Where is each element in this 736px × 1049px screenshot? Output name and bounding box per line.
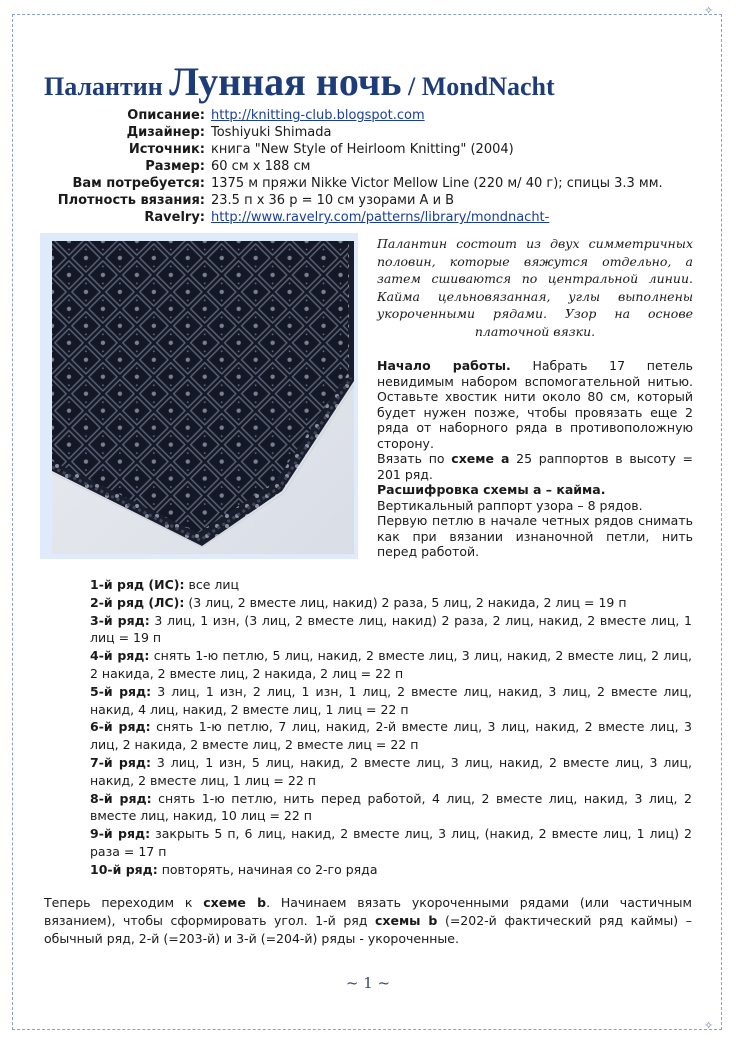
info-row-materials xyxy=(40,176,663,193)
info-value: 23.5 п х 36 р = 10 см узорами А и В xyxy=(211,193,455,208)
outro-paragraph xyxy=(44,894,692,947)
knit-post: 25 раппортов в высоту = 201 ряд. xyxy=(377,451,693,482)
info-key: Источник: xyxy=(128,142,205,157)
row-text: закрыть 5 п, 6 лиц, накид, 2 вместе лиц, 3 лиц, (накид, 2 вместе лиц, 1 лиц) 2 раза = 17 п xyxy=(90,826,692,859)
row-text: снять 1-ю петлю, нить перед работой, 4 лиц, 2 вместе лиц, накид, 3 лиц, 2 вместе лиц, накид, 10 лиц = 22 п xyxy=(90,790,692,824)
row-label: 4-й ряд: xyxy=(90,648,150,664)
start-text: Набрать 17 петель невидимым набором вспомогательной нитью. Оставьте хвостик нити около 80 см, который будет нужен позже, чтобы провязать еще 2 ряда от наборного ряда в противоположную сторону. xyxy=(377,358,693,451)
row-item xyxy=(90,790,692,826)
row-text: все лиц xyxy=(184,577,239,592)
row-item xyxy=(90,825,692,861)
info-value: книга "New Style of Heirloom Knitting" (2004) xyxy=(211,142,514,157)
info-key: Ravelry: xyxy=(144,210,205,225)
info-value: 1375 м пряжи Nikke Victor Mellow Line (220 м/ 40 г); спицы 3.3 мм. xyxy=(211,176,663,191)
info-row-gauge xyxy=(40,193,663,210)
page-number: ~ 1 ~ xyxy=(345,974,391,992)
info-row-designer xyxy=(40,125,663,142)
row-item xyxy=(90,683,692,719)
row-text: 3 лиц, 1 изн, 5 лиц, накид, 2 вместе лиц, 3 лиц, накид, 2 вместе лиц, 3 лиц, накид, 2 вместе лиц, 1 лиц = 22 п xyxy=(90,754,692,788)
row-item xyxy=(90,576,692,594)
row-label: 6-й ряд: xyxy=(90,719,151,735)
row-text: снять 1-ю петлю, 7 лиц, накид, 2-й вместе лиц, 3 лиц, накид, 2 вместе лиц, 3 лиц, 2 накида, 2 вместе лиц, 2 вместе лиц = 22 п xyxy=(90,719,692,753)
info-key: Дизайнер: xyxy=(126,125,205,140)
row-item xyxy=(90,647,692,683)
row-label: 7-й ряд: xyxy=(90,754,151,770)
start-label: Начало работы. xyxy=(377,358,511,373)
row-label: 8-й ряд: xyxy=(90,790,152,806)
row-text: 3 лиц, 1 изн, 2 лиц, 1 изн, 1 лиц, 2 вместе лиц, накид, 3 лиц, 2 вместе лиц, накид, 4 лиц, накид, 2 вместе лиц, 1 лиц = 22 п xyxy=(90,683,692,717)
knit-pre: Вязать по xyxy=(377,451,452,466)
info-row-ravelry xyxy=(40,210,663,227)
page-title xyxy=(44,58,555,105)
info-row-source xyxy=(40,142,663,159)
decode-heading xyxy=(377,482,693,498)
info-key: Описание: xyxy=(127,108,205,123)
start-section xyxy=(377,358,693,560)
info-key: Плотность вязания: xyxy=(57,193,205,208)
row-text: 3 лиц, 1 изн, (3 лиц, 2 вместе лиц, накид) 2 раза, 2 лиц, накид, 2 вместе лиц, 1 лиц = 19 п xyxy=(90,612,692,646)
intro-text: Палантин состоит из двух симметричных половин, которые вяжутся отдельно, а затем сшиваются по центральной линии. Кайма цельновязанная, углы выполнены укороченными рядами. Узор на основе платочной вязки. xyxy=(377,236,693,339)
scheme-a-ref: схеме а xyxy=(451,451,510,466)
repeat-text: Вертикальный раппорт узора – 8 рядов. xyxy=(377,497,643,513)
first-loop-text: Первую петлю в начале четных рядов снимать как при вязании изнаночной петли, нить перед работой. xyxy=(377,513,693,559)
corner-mark-icon: ✧ xyxy=(704,1019,714,1032)
outro-text: (=202-й фактический ряд каймы) – обычный ряд, 2-й (=203-й) и 3-й (=204-й) ряды - укороченные. xyxy=(44,912,692,946)
info-key: Размер: xyxy=(145,159,205,174)
outro-text: Теперь переходим к xyxy=(44,895,204,910)
row-text: повторять, начиная со 2-го ряда xyxy=(157,861,378,877)
decode-label: Расшифровка схемы а – кайма. xyxy=(377,482,606,497)
scheme-b-ref: схемы b xyxy=(375,912,438,928)
row-instructions xyxy=(90,576,692,879)
row-item xyxy=(90,612,692,648)
row-text: (3 лиц, 2 вместе лиц, накид) 2 раза, 5 лиц, 2 накида, 2 лиц = 19 п xyxy=(184,594,627,610)
blog-link[interactable]: http://knitting-club.blogspot.com xyxy=(211,108,425,123)
row-text: снять 1-ю петлю, 5 лиц, накид, 2 вместе лиц, 3 лиц, накид, 2 вместе лиц, 2 лиц, 2 накида, 2 вместе лиц, 2 накида, 2 лиц = 22 п xyxy=(90,648,692,681)
row-item xyxy=(90,754,692,790)
row-label: 3-й ряд: xyxy=(90,612,150,628)
info-value: Toshiyuki Shimada xyxy=(211,125,332,140)
ravelry-link[interactable]: http://www.ravelry.com/patterns/library/mondnacht- xyxy=(211,210,550,225)
row-item xyxy=(90,718,692,754)
row-label: 5-й ряд: xyxy=(90,683,152,699)
photo-frame xyxy=(40,233,358,559)
row-label: 10-й ряд: xyxy=(90,861,158,877)
row-label: 2-й ряд (ЛС): xyxy=(90,594,185,610)
row-label: 9-й ряд: xyxy=(90,826,151,842)
info-value: 60 см х 188 см xyxy=(211,159,311,174)
start-paragraph xyxy=(377,358,693,451)
outro-text: . Начинаем вязать укороченными рядами (или частичным вязанием), чтобы сформировать угол. 1-й ряд xyxy=(44,895,692,928)
row-label: 1-й ряд (ИС): xyxy=(90,577,185,592)
shawl-photo xyxy=(52,241,354,554)
row-item xyxy=(90,861,692,879)
pattern-info-table xyxy=(40,108,663,227)
knit-scheme-paragraph xyxy=(377,451,693,482)
scheme-b-ref: схеме b xyxy=(203,895,267,910)
corner-mark-icon: ✧ xyxy=(704,4,714,17)
title-suffix: / MondNacht xyxy=(401,72,555,101)
row-item xyxy=(90,594,692,612)
info-key: Вам потребуется: xyxy=(72,176,205,191)
info-row-size xyxy=(40,159,663,176)
title-prefix: Палантин xyxy=(44,72,170,101)
info-row-description xyxy=(40,108,663,125)
title-main: Лунная ночь xyxy=(169,59,402,104)
